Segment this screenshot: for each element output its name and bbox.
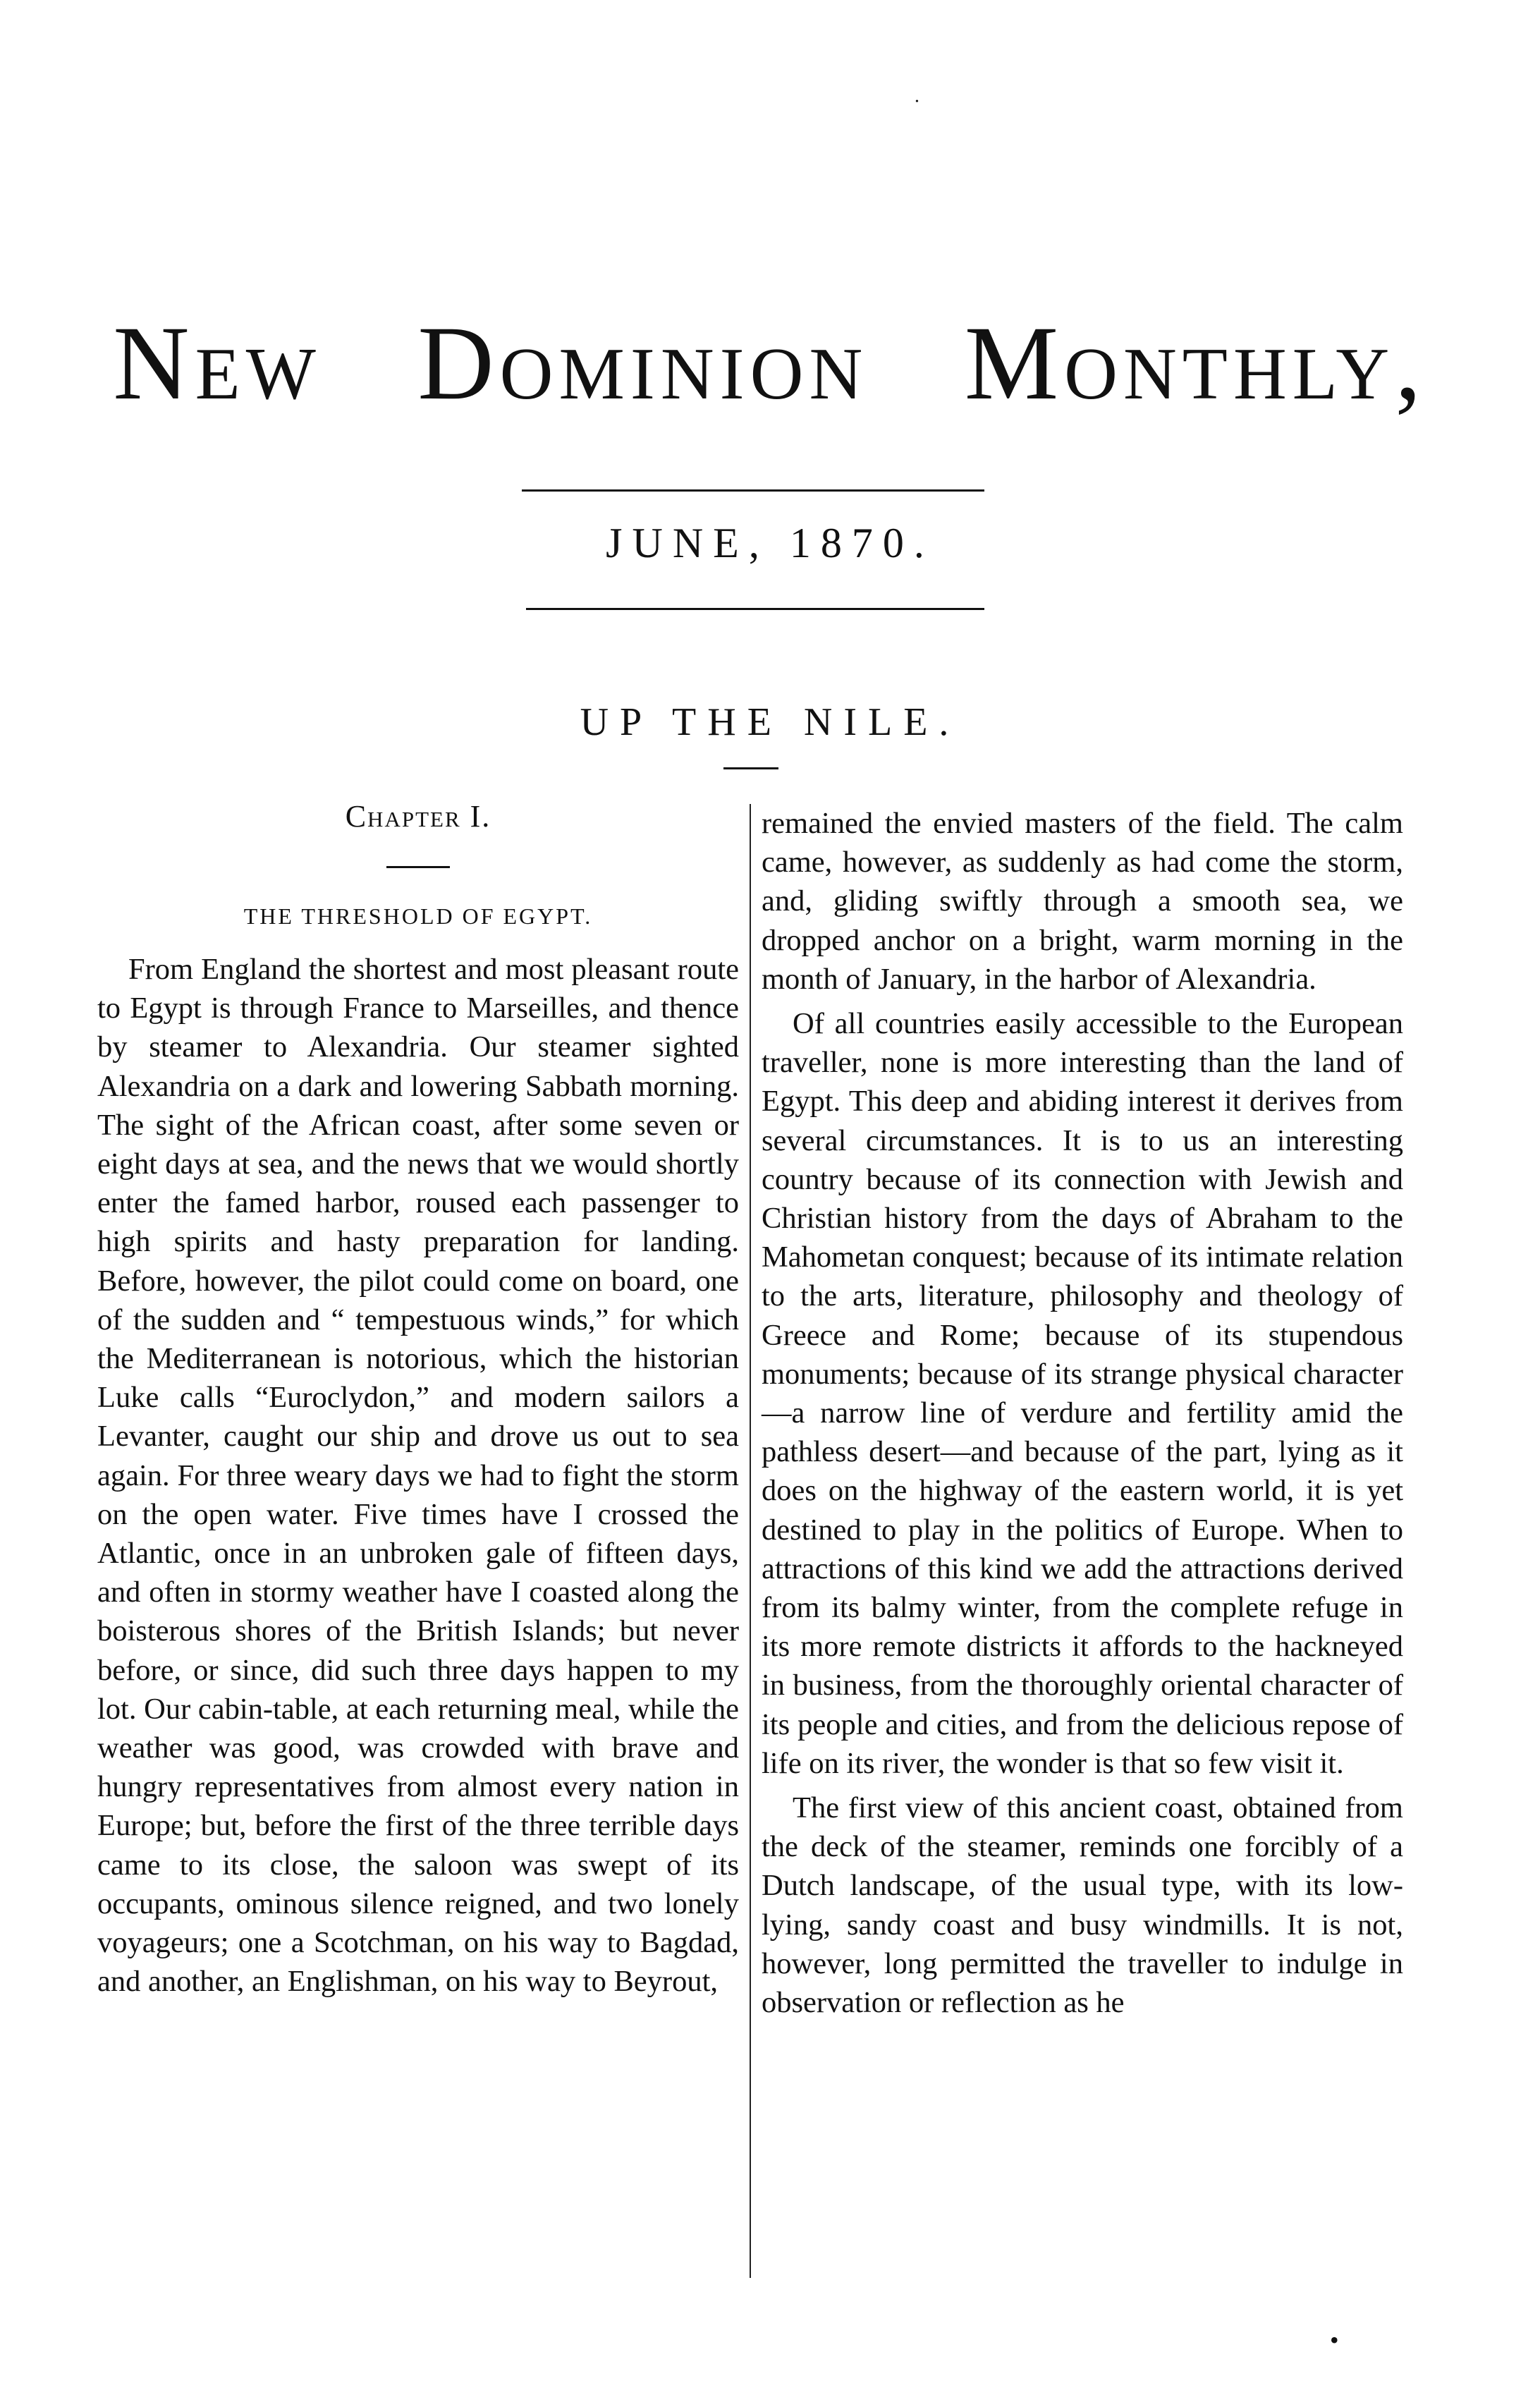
chapter-heading: Chapter I.: [345, 799, 491, 834]
masthead-rest: ew: [195, 305, 322, 422]
masthead-rule-top: [522, 489, 984, 492]
body-paragraph: The first view of this ancient coast, obtained from the deck of the steamer, reminds one forcibly of a Dutch landscape, of the usual type, with its low-lying, sandy coast and busy windmills. It is not, however, long permitted the traveller to indulge in observation or reflection as he: [762, 1791, 1403, 2020]
body-paragraph: Of all countries easily accessible to the European traveller, none is more interesting than the land of Egypt. This deep and abiding interest it derives from several circumstances. It is to us an interesting country because of its connection with Jewish and Christian history from the days of Abraham to the Mahometan conquest; because of its intimate relation to the arts, literature, philosophy and theology of Greece and Rome; because of its stupendous monuments; because of its strange physical character—a narrow line of verdure and fertility amid the pathless desert—and because of the part, lying as it does on the highway of the eastern world, it is yet destined to play in the politics of Europe. When to attractions of this kind we add the attractions derived from its balmy winter, from the complete refuge in its more remote districts it affords to the hackneyed in business, from the thoroughly oriental character of its people and cities, and from the delicious repose of life on its river, the wonder is that so few visit it.: [762, 1007, 1403, 1780]
masthead-rest: onthly,: [1064, 305, 1427, 422]
body-paragraph: remained the envied masters of the field. The calm came, however, as suddenly as had come the storm, and, gliding swiftly through a smooth sea, we dropped anchor on a bright, warm morning in the month of January, in the harbor of Alexandria.: [762, 807, 1403, 996]
body-paragraph: From England the shortest and most pleasant route to Egypt is through France to Marseilles, and thence by steamer to Alexandria. Our steamer sighted Alexandria on a dark and lowering Sabbath morning. The sight of the African coast, after some seven or eight days at sea, and the news that we would shortly enter the famed harbor, roused each passenger to high spirits and hasty preparation for landing. Before, however, the pilot could come on board, one of the sudden and “ tempestuous winds,” for which the Mediterranean is notorious, which the historian Luke calls “Euroclydon,” and modern sailors a Levanter, caught our ship and drove us out to sea again. For three weary days we had to fight the storm on the open water. Five times have I crossed the Atlantic, once in an unbroken gale of fifteen days, and often in stormy weather have I coasted along the boisterous shores of the British Islands; but never before, or since, did such three days happen to my lot. Our cabin-table, at each returning meal, while the weather was good, was crowded with brave and hungry representatives from almost every nation in Europe; but, before the first of the three terrible days came to its close, the saloon was swept of its occupants, ominous silence reigned, and two lonely voyageurs; one a Scotchman, on his way to Bagdad, and another, an Englishman, on his way to Beyrout,: [97, 953, 739, 1999]
title-rule: [723, 767, 778, 769]
section-heading: THE THRESHOLD OF EGYPT.: [243, 903, 593, 929]
masthead-word-2: [417, 305, 868, 422]
ink-speck: •: [915, 97, 919, 107]
masthead-rest: ominion: [499, 305, 869, 422]
left-column: [97, 796, 739, 2001]
chapter-rule: [386, 866, 450, 868]
right-column: [762, 804, 1403, 2022]
masthead-word-1: [113, 305, 322, 422]
ink-speck: •: [1330, 2326, 1339, 2354]
masthead-title: [0, 305, 1540, 422]
column-divider: [750, 804, 751, 2278]
masthead-initial: M: [964, 305, 1065, 422]
masthead-rule-bottom: [526, 608, 984, 610]
masthead-initial: D: [417, 305, 500, 422]
masthead-initial: N: [113, 305, 195, 422]
issue-date: JUNE, 1870.: [606, 520, 934, 566]
article-title: UP THE NILE.: [580, 700, 960, 744]
masthead-word-3: [965, 305, 1427, 422]
